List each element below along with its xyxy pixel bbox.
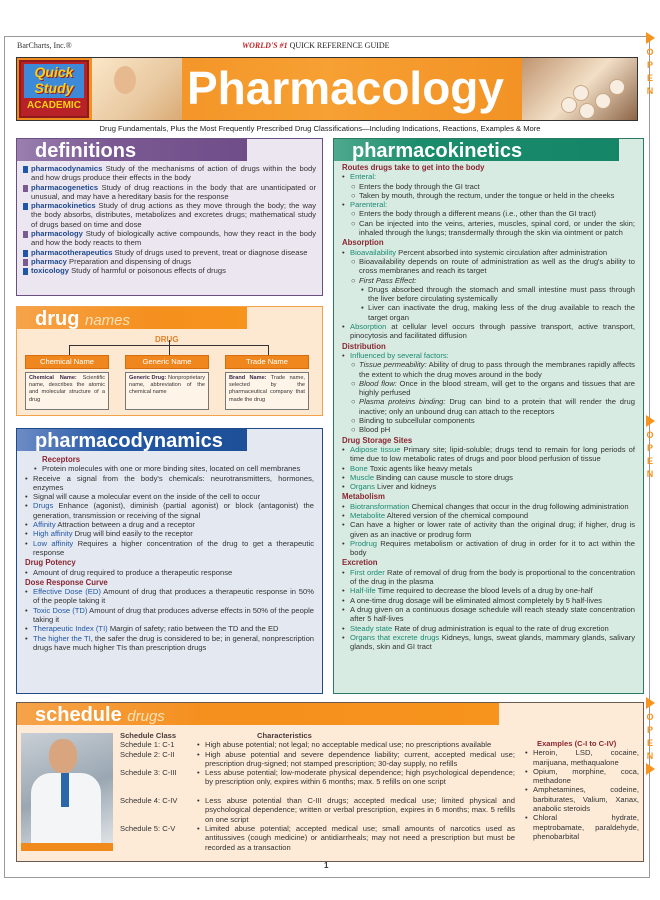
name-type-description [125, 372, 209, 410]
bullet-icon: • [34, 464, 37, 474]
item-italic-term: Plasma proteins binding: [359, 397, 446, 407]
item-term: Enteral: [350, 172, 377, 182]
name-type-description [225, 372, 309, 410]
bullet-icon: • [342, 632, 345, 642]
definition-marker-icon [23, 259, 28, 266]
definition-text: Study of harmful or poisonous effects of drugs [68, 266, 226, 276]
list-item [342, 596, 635, 605]
item-text: Signal will cause a molecular event on the inside of the cell to occur [33, 492, 261, 502]
item-text: Once in the blood stream, will get to the organs and tissues that are highly perfused [359, 378, 635, 398]
name-type-header: Chemical Name [25, 355, 109, 369]
definition-item [23, 164, 316, 183]
name-type-header: Generic Name [125, 355, 209, 369]
definition-item [23, 248, 316, 257]
list-item [342, 482, 635, 491]
bullet-icon: • [197, 740, 200, 750]
list-item [25, 492, 314, 501]
item-term: Bioavailability [350, 247, 397, 257]
logo-text-quick: Quick [34, 64, 74, 80]
schedule-class: Schedule 3: C-III [120, 768, 177, 778]
item-text: , the safer the drug is considered to be; in general, nonprescription drugs have much higher TIs than prescription drugs [33, 633, 315, 652]
list-item [25, 474, 314, 493]
item-term: Toxic Dose (TD) [33, 605, 88, 615]
list-item [25, 520, 314, 529]
bullet-icon: • [25, 501, 28, 511]
list-item [342, 397, 635, 416]
arrow-right-icon [646, 415, 655, 427]
item-text: Toxic agents like heavy metals [367, 463, 473, 473]
example-text: Heroin, LSD, cocaine, marijuana, methaqualone [533, 748, 639, 767]
list-item [342, 502, 635, 511]
item-text: Amount of drug that produces a therapeutic response in 50% of the people taking it [33, 587, 314, 606]
bullet-icon: ○ [351, 256, 356, 266]
item-text: Can be injected into the veins, arteries, muscles, spinal cord, or under the skin; inhaled through the lungs; transdermally through the skin via ointment or patch [359, 218, 635, 238]
bullet-icon: • [342, 350, 345, 360]
list-item [25, 634, 314, 653]
description-term: Chemical Name: [29, 375, 77, 381]
pharmacokinetics-content [334, 161, 643, 651]
logo-text-academic: ACADEMIC [24, 98, 84, 114]
definition-marker-icon [23, 268, 28, 275]
examples-header: Examples (C-I to C-IV) [537, 739, 617, 748]
bullet-icon: • [342, 444, 345, 454]
item-text: Chemical changes that occur in the drug following administration [409, 501, 629, 511]
list-item [342, 276, 635, 285]
bullet-icon: ▪ [361, 303, 364, 313]
item-text: Protein molecules with one or more binding sites, located on cell membranes [42, 464, 301, 474]
item-term: Low affinity [33, 538, 74, 548]
bullet-icon: • [25, 529, 28, 539]
definition-item [23, 257, 316, 266]
item-text: Liver can inactivate the drug, making less of the drug available to reach the target organ [368, 303, 635, 322]
list-item [342, 511, 635, 520]
list-item [25, 539, 314, 558]
open-tab-2[interactable] [643, 697, 657, 777]
bullet-icon: • [342, 172, 345, 182]
item-text: Margin of safety; ratio between the TD and the ED [107, 624, 279, 634]
definition-term: pharmacokinetics [31, 201, 96, 211]
bullet-icon: • [342, 538, 345, 548]
schedule-characteristic [197, 740, 515, 749]
heading-main: drug [35, 308, 80, 329]
publisher: BarCharts, Inc.® [17, 41, 72, 50]
item-term: Influenced by several factors: [350, 350, 449, 360]
item-term: High affinity [33, 529, 73, 539]
doctor-photo [21, 733, 113, 851]
definitions-panel [16, 138, 323, 296]
item-text: Attraction between a drug and a receptor [55, 520, 195, 530]
definitions-list [17, 161, 322, 276]
bullet-icon: • [25, 473, 28, 483]
heading-main: schedule [35, 704, 122, 725]
example-text: Chloral hydrate, meptrobamate, paraldehyde, phenobarbital [533, 813, 639, 841]
bullet-icon: • [25, 624, 28, 634]
pharmacodynamics-content [17, 451, 322, 652]
list-item [25, 501, 314, 520]
section-heading: Metabolism [342, 492, 385, 502]
list-item [342, 445, 635, 464]
description-text: Trade name, selected by the pharmaceutical company that made the drug [229, 375, 305, 403]
item-italic-term: First Pass Effect: [359, 275, 417, 285]
item-term: Steady state [350, 623, 393, 633]
list-item [342, 182, 635, 191]
item-text: Amount of drug required to produce a therapeutic response [33, 567, 233, 577]
name-type-1 [125, 355, 209, 410]
description-term: Generic Drug: [129, 375, 167, 381]
definition-marker-icon [23, 203, 28, 210]
tagline-text: QUICK REFERENCE GUIDE [287, 41, 390, 50]
definition-item [23, 201, 316, 229]
pharmacokinetics-panel [333, 138, 644, 694]
bullet-icon: • [197, 823, 200, 833]
section-heading: Excretion [342, 558, 378, 568]
open-tab-letter: E [646, 456, 653, 466]
example-item [525, 767, 639, 786]
bullet-icon: • [342, 520, 345, 530]
list-item [342, 191, 635, 200]
definition-text: Study of the mechanisms of action of drugs within the body and how drugs produce their effects in the body [31, 164, 316, 183]
list-item [342, 285, 635, 304]
section-heading: Distribution [342, 341, 386, 351]
bullet-icon: • [342, 482, 345, 492]
list-item [342, 360, 635, 379]
definition-text: Preparation and dispensing of drugs [66, 256, 192, 266]
item-term: Organs [350, 482, 375, 492]
definition-text: Study of drug reactions in the body that are unanticipated or unusual, and may have a hereditary basis for the response [31, 182, 316, 201]
bullet-icon: ○ [351, 181, 356, 191]
name-type-description [25, 372, 109, 410]
section-heading: Drug Potency [25, 558, 76, 568]
description-text: Scientific name, describes the atomic and molecular structure of a drug [29, 375, 105, 403]
item-italic-term: Tissue permeability: [359, 360, 427, 370]
bullet-icon: • [342, 247, 345, 257]
section-heading: Dose Response Curve [25, 577, 108, 587]
item-text: Amount of drug that produces adverse effects in 50% of the people taking it [33, 605, 314, 625]
list-item [342, 425, 635, 434]
item-term: Adipose tissue [350, 444, 401, 454]
item-text: Kidneys, lungs, sweat glands, mammary glands, salivary glands, skin and GI tract [350, 632, 635, 652]
item-text: Requires metabolism or activation of drug in order for it to act within the body [350, 538, 635, 558]
examples-column [525, 739, 639, 841]
list-item [342, 416, 635, 425]
open-tab-letter: E [646, 738, 653, 748]
bullet-icon: • [342, 463, 345, 473]
list-item [25, 529, 314, 538]
definition-marker-icon [23, 166, 28, 173]
example-item [525, 813, 639, 841]
bullet-icon: • [25, 587, 28, 597]
definition-text: Study of biologically active compounds, how they react in the body and how the body reacts to them [31, 229, 316, 248]
item-text: Enters the body through the GI tract [359, 181, 480, 191]
item-text: A drug given on a continuous dosage schedule will reach steady state concentration after 5 half-lives [350, 604, 635, 624]
open-tab-letter: O [646, 430, 654, 440]
item-text: Drug can bind to a protein that will render the drug inactive; only an unbound drug can attach to the receptors [359, 397, 635, 416]
title-banner [16, 57, 638, 121]
item-text: Blood pH [359, 425, 391, 435]
name-type-header: Trade Name [225, 355, 309, 369]
bullet-icon: • [342, 200, 345, 210]
example-text: Amphetamines, codeine, barbiturates, Valium, Xanax, anabolic steroids [533, 785, 639, 814]
pharmacodynamics-panel [16, 428, 323, 694]
item-text: Rate of removal of drug from the body is proportional to the concentration of the drug in the plasma [350, 567, 635, 587]
arrow-right-icon [646, 32, 655, 44]
bullet-icon: • [25, 633, 28, 643]
characteristics-header: Characteristics [257, 731, 312, 740]
item-text: at cellular level occurs through passive transport, active transport, pinocytosis and facilitated diffusion [350, 322, 635, 341]
drug-names-heading [17, 307, 247, 329]
characteristic-text: Less abuse potential than C-III drugs; accepted medical use; limited physical and psychological dependence; written or verbal prescription, expires in 6 months; max. 5 refills on one script [205, 796, 515, 824]
bullet-icon: • [342, 604, 345, 614]
bullet-icon: • [525, 748, 528, 758]
open-tab-letter: N [646, 469, 654, 479]
schedule-class: Schedule 1: C-1 [120, 740, 175, 750]
item-text: Altered version of the chemical compound [385, 510, 529, 520]
item-text: Bioavailability depends on route of administration as well as the drug's ability to cross membranes and reach its target [359, 256, 635, 276]
schedule-drugs-panel [16, 702, 644, 862]
bullet-icon: • [197, 796, 200, 806]
list-item [342, 209, 635, 218]
heading-sub: names [85, 312, 131, 329]
definition-item [23, 183, 316, 202]
list-item [342, 219, 635, 238]
schedule-characteristic [197, 796, 515, 824]
tagline-emphasis: WORLD'S #1 [242, 41, 288, 50]
bullet-icon: • [525, 785, 528, 795]
schedule-class: Schedule 4: C-IV [120, 796, 178, 806]
list-item [342, 568, 635, 587]
example-item [525, 785, 639, 813]
schedule-class: Schedule 5: C-V [120, 823, 176, 833]
bullet-icon: ○ [351, 397, 356, 407]
page-title: Pharmacology [187, 62, 504, 114]
tree-connector [69, 345, 269, 355]
definition-marker-icon [23, 185, 28, 192]
item-term: Affinity [33, 520, 56, 530]
item-term: Bone [350, 463, 368, 473]
open-tab-label: OPEN [646, 47, 654, 96]
list-item [342, 633, 635, 652]
bullet-icon: • [197, 749, 200, 759]
list-item [342, 624, 635, 633]
item-term: Drugs [33, 501, 54, 511]
bullet-icon: • [25, 567, 28, 577]
schedule-class-column [120, 731, 200, 852]
item-text: Ability of drug to pass through the membranes rapidly affects the extent to which the drug moves around in the body [359, 360, 635, 379]
bullet-icon: • [25, 538, 28, 548]
item-text: Binding to subcellular components [359, 416, 475, 426]
list-item [342, 322, 635, 341]
definition-term: pharmacy [31, 256, 67, 266]
example-item [525, 748, 639, 767]
item-text: Receive a signal from the body's chemicals: neurotransmitters, hormones, enzymes [33, 473, 314, 492]
definition-term: pharmacology [31, 229, 83, 239]
definition-term: pharmacotherapeutics [31, 247, 113, 257]
bullet-icon: • [342, 322, 345, 332]
list-item [342, 605, 635, 624]
logo-text-study: Study [34, 80, 74, 96]
list-item [342, 248, 635, 257]
bullet-icon: • [342, 501, 345, 511]
description-text: Nonproprietary name, abbreviation of the chemical name [129, 375, 205, 396]
bullet-icon: • [25, 520, 28, 530]
bullet-icon: • [197, 768, 200, 778]
item-text: Time required to decrease the blood levels of a drug by one-half [375, 586, 593, 596]
item-term: Absorption [350, 322, 387, 332]
bullet-icon: ○ [351, 275, 356, 285]
item-term: Muscle [350, 472, 375, 482]
section-heading: Drug Storage Sites [342, 435, 413, 445]
item-term: Metabolite [350, 510, 386, 520]
list-item [342, 586, 635, 595]
item-term: Prodrug [350, 538, 378, 548]
list-item [342, 257, 635, 276]
pills-photo [522, 58, 637, 121]
definition-term: toxicology [31, 266, 69, 276]
item-text: Drug will bind easily to the receptor [72, 529, 193, 539]
bullet-icon: • [342, 623, 345, 633]
schedule-characteristic [197, 824, 515, 852]
item-term: First order [350, 567, 385, 577]
definition-item [23, 229, 316, 248]
item-term: Parenteral: [350, 200, 388, 210]
open-tab-1[interactable] [643, 415, 657, 481]
item-term: Effective Dose (ED) [33, 587, 101, 597]
item-text: Percent absorbed into systemic circulation after administration [396, 247, 608, 257]
list-item [342, 464, 635, 473]
item-term: Therapeutic Index (TI) [33, 624, 108, 634]
schedule-characteristic [197, 750, 515, 769]
list-item [25, 606, 314, 625]
description-term: Brand Name: [229, 375, 267, 381]
list-item [342, 303, 635, 322]
open-tab-letter: O [646, 712, 654, 722]
item-term: The higher the TI [33, 633, 91, 643]
bullet-icon: • [25, 605, 28, 615]
bullet-icon: • [525, 766, 528, 776]
section-heading: Routes drugs take to get into the body [342, 163, 485, 172]
list-item [342, 351, 635, 360]
bullet-icon: • [342, 472, 345, 482]
item-text: Taken by mouth, through the rectum, under the tongue or held in the cheeks [359, 190, 615, 200]
name-type-2 [225, 355, 309, 410]
definitions-heading: definitions [17, 139, 247, 161]
schedule-heading [17, 703, 499, 725]
bullet-icon: ○ [351, 218, 356, 228]
characteristic-text: Limited abuse potential; accepted medical use; small amounts of narcotics used as antitussives (cough medicine) or antidiarrheals; may not need a prescription but must be recorded as a transaction [205, 823, 515, 852]
arrow-right-icon [646, 697, 655, 709]
list-item [25, 587, 314, 606]
list-item [342, 539, 635, 558]
bullet-icon: • [342, 595, 345, 605]
list-item [342, 520, 635, 539]
open-tab-0[interactable] [643, 32, 657, 98]
page-number: 1 [324, 861, 329, 870]
bullet-icon: ○ [351, 378, 356, 388]
item-text: A one-time drug dosage will be eliminated almost completely by 5 half-lives [350, 595, 602, 605]
definition-marker-icon [23, 250, 28, 257]
item-text: Rate of drug administration is equal to the rate of drug excretion [392, 623, 609, 633]
bullet-icon: • [342, 586, 345, 596]
item-text: Can have a higher or lower rate of activity than the original drug; if higher, drug is given as an inactive or prodrug form [350, 520, 635, 539]
schedule-class: Schedule 2: C-II [120, 749, 175, 759]
list-item [342, 172, 635, 181]
drug-root-label: DRUG [155, 335, 179, 344]
top-line [17, 41, 638, 53]
guide-tagline [242, 41, 390, 50]
bullet-icon: ○ [351, 190, 356, 200]
class-header: Schedule Class [120, 731, 177, 740]
bullet-icon: • [342, 510, 345, 520]
characteristic-text: Less abuse potential; low-moderate physical dependence; high psychological dependence; by prescription only, expires within 6 months; max. 5 refills on one script [205, 768, 515, 787]
list-item [342, 473, 635, 482]
definition-text: Study of drugs used to prevent, treat or diagnose disease [112, 247, 308, 257]
schedule-characteristic [197, 768, 515, 796]
item-italic-term: Blood flow: [359, 378, 397, 388]
section-heading: Absorption [342, 238, 384, 248]
list-item [25, 464, 314, 473]
list-item [342, 200, 635, 209]
subtitle: Drug Fundamentals, Plus the Most Frequently Prescribed Drug Classifications—Including Indications, Reactions, Examples & More [99, 124, 541, 133]
item-text: Liver and kidneys [374, 482, 437, 492]
item-text: Binding can cause muscle to store drugs [374, 472, 513, 482]
bullet-icon: • [25, 492, 28, 502]
bullet-icon: ▪ [361, 284, 364, 294]
bullet-icon: ○ [351, 425, 356, 435]
item-text: Requires a higher concentration of the drug to get a therapeutic response [33, 538, 314, 557]
example-text: Opium, morphine, coca, methadone [533, 766, 639, 786]
bullet-icon: • [525, 813, 528, 823]
characteristic-text: High abuse potential and severe dependence liability; current, accepted medical use; prescription drug-signed; not stamped prescription; 30-day supply, no refills [205, 749, 515, 768]
item-term: Organs that excrete drugs [350, 632, 440, 642]
definition-marker-icon [23, 231, 28, 238]
definition-item [23, 266, 316, 275]
definition-text: Study of drug actions as they move through the body; the way the body absorbs, distributes, metabolizes and excretes drugs; mathematical study of drugs based on time and dose [31, 201, 316, 229]
list-item [25, 624, 314, 633]
bullet-icon: ○ [351, 360, 356, 370]
name-type-0 [25, 355, 109, 410]
bullet-icon: ○ [351, 209, 356, 219]
heading-sub: drugs [127, 708, 165, 725]
pharmacist-photo [92, 58, 182, 121]
characteristics-column [197, 731, 515, 852]
pharmacodynamics-heading: pharmacodynamics [17, 429, 247, 451]
quickstudy-logo [19, 60, 89, 118]
characteristic-text: High abuse potential; not legal; no acceptable medical use; no prescriptions available [205, 740, 492, 750]
open-tab-letter: P [646, 725, 653, 735]
item-term: Biotransformation [350, 501, 410, 511]
list-item [342, 379, 635, 398]
open-tab-letter: P [646, 443, 653, 453]
bullet-icon: • [342, 567, 345, 577]
item-term: Half-life [350, 586, 376, 596]
open-tab-letter: N [646, 751, 654, 761]
pharmacokinetics-heading: pharmacokinetics [334, 139, 619, 161]
list-item [25, 568, 314, 577]
definition-term: pharmacodynamics [31, 164, 103, 173]
drug-names-panel [16, 306, 323, 416]
item-text: Primary site; lipid-soluble; drugs tend to remain for long periods of time due to low metabolic rates of drugs and poor blood perfusion of tissue [350, 444, 636, 464]
definition-term: pharmacogenetics [31, 182, 99, 192]
item-text: Enhance (agonist), diminish (partial agonist) or block (antagonist) the generation, transmission or receiving of the signal [33, 501, 314, 520]
item-text: Drugs absorbed through the stomach and small intestine must pass through the liver before circulating systemically [368, 284, 635, 304]
section-heading: Receptors [42, 455, 81, 464]
item-text: Enters the body through a different means (i.e., other than the GI tract) [359, 209, 597, 219]
bullet-icon: ○ [351, 416, 356, 426]
arrow-right-icon [646, 763, 655, 775]
